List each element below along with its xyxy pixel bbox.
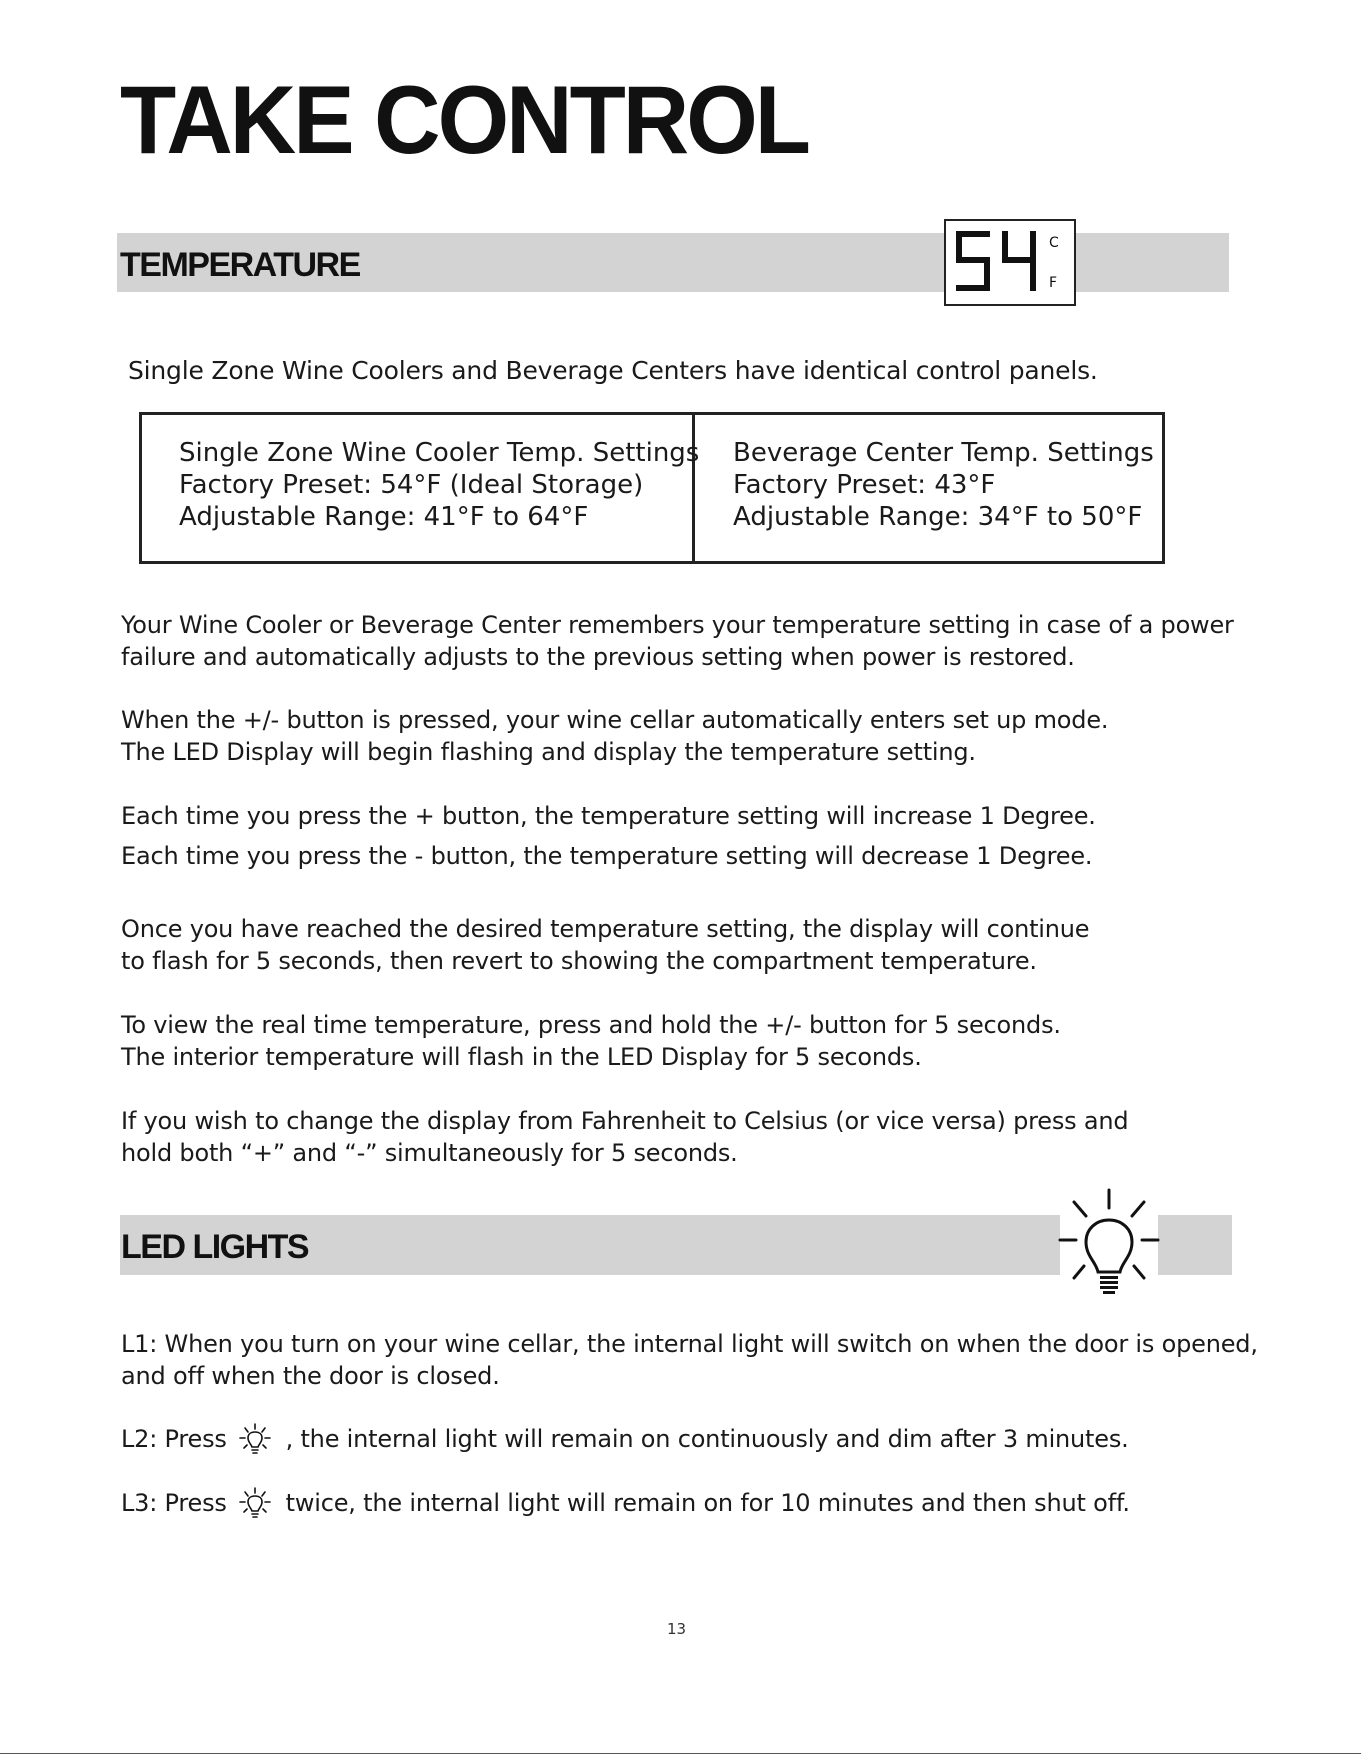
paragraph-line: The interior temperature will flash in the LED Display for 5 seconds.	[121, 1043, 922, 1071]
light-button-icon	[238, 1487, 272, 1519]
led-temperature-display	[944, 219, 1076, 306]
paragraph-line: If you wish to change the display from Fahrenheit to Celsius (or vice versa) press and	[121, 1107, 1129, 1135]
unit-c-label: C	[1049, 235, 1059, 251]
paragraph-line: The LED Display will begin flashing and display the temperature setting.	[121, 738, 976, 766]
paragraph-line: L1: When you turn on your wine cellar, the internal light will switch on when the door is opened,	[121, 1330, 1258, 1358]
lightbulb-icon	[1058, 1188, 1160, 1298]
light-button-icon	[238, 1423, 272, 1455]
paragraph-setup-mode	[121, 704, 1108, 768]
paragraph-revert	[121, 913, 1089, 977]
page-title: TAKE CONTROL	[120, 66, 809, 174]
led-l1-paragraph	[121, 1328, 1258, 1392]
led-l2-paragraph	[121, 1423, 1129, 1455]
wine-cooler-adjustable-range: Adjustable Range: 41°F to 64°F	[179, 502, 589, 532]
unit-f-label: F	[1049, 275, 1058, 291]
led-l3-paragraph	[121, 1487, 1130, 1519]
beverage-center-settings	[733, 437, 1154, 533]
wine-cooler-settings-title: Single Zone Wine Cooler Temp. Settings	[179, 438, 700, 468]
temperature-intro: Single Zone Wine Coolers and Beverage Centers have identical control panels.	[128, 356, 1098, 385]
paragraph-real-time	[121, 1009, 1061, 1073]
l3-suffix: twice, the internal light will remain on for 10 minutes and then shut off.	[285, 1489, 1130, 1517]
beverage-center-settings-title: Beverage Center Temp. Settings	[733, 438, 1154, 468]
paragraph-line: failure and automatically adjusts to the previous setting when power is restored.	[121, 643, 1075, 671]
led-lights-heading: LED LIGHTS	[121, 1228, 309, 1266]
bottom-rule	[0, 1753, 1361, 1754]
paragraph-line: Your Wine Cooler or Beverage Center remembers your temperature setting in case of a power	[121, 611, 1234, 639]
paragraph-line: Each time you press the + button, the temperature setting will increase 1 Degree.	[121, 802, 1096, 830]
beverage-center-factory-preset: Factory Preset: 43°F	[733, 470, 996, 500]
l2-suffix: , the internal light will remain on continuously and dim after 3 minutes.	[285, 1425, 1129, 1453]
paragraph-increase	[121, 800, 1096, 832]
paragraph-decrease	[121, 840, 1092, 872]
paragraph-line: to flash for 5 seconds, then revert to showing the compartment temperature.	[121, 947, 1037, 975]
wine-cooler-settings	[179, 437, 699, 533]
paragraph-line: hold both “+” and “-” simultaneously for 5 seconds.	[121, 1139, 738, 1167]
paragraph-line: To view the real time temperature, press and hold the +/- button for 5 seconds.	[121, 1011, 1061, 1039]
paragraph-line: Each time you press the - button, the temperature setting will decrease 1 Degree.	[121, 842, 1093, 870]
paragraph-power-failure	[121, 609, 1234, 673]
paragraph-line: When the +/- button is pressed, your wine cellar automatically enters set up mode.	[121, 706, 1109, 734]
page-number: 13	[667, 1620, 687, 1638]
paragraph-line: Once you have reached the desired temperature setting, the display will continue	[121, 915, 1090, 943]
temperature-heading: TEMPERATURE	[120, 246, 360, 284]
paragraph-units	[121, 1105, 1128, 1169]
beverage-center-adjustable-range: Adjustable Range: 34°F to 50°F	[733, 502, 1143, 532]
seven-segment-digits	[946, 221, 1074, 304]
l3-prefix: L3: Press	[121, 1489, 227, 1517]
wine-cooler-factory-preset: Factory Preset: 54°F (Ideal Storage)	[179, 470, 644, 500]
paragraph-line: and off when the door is closed.	[121, 1362, 500, 1390]
l2-prefix: L2: Press	[121, 1425, 227, 1453]
